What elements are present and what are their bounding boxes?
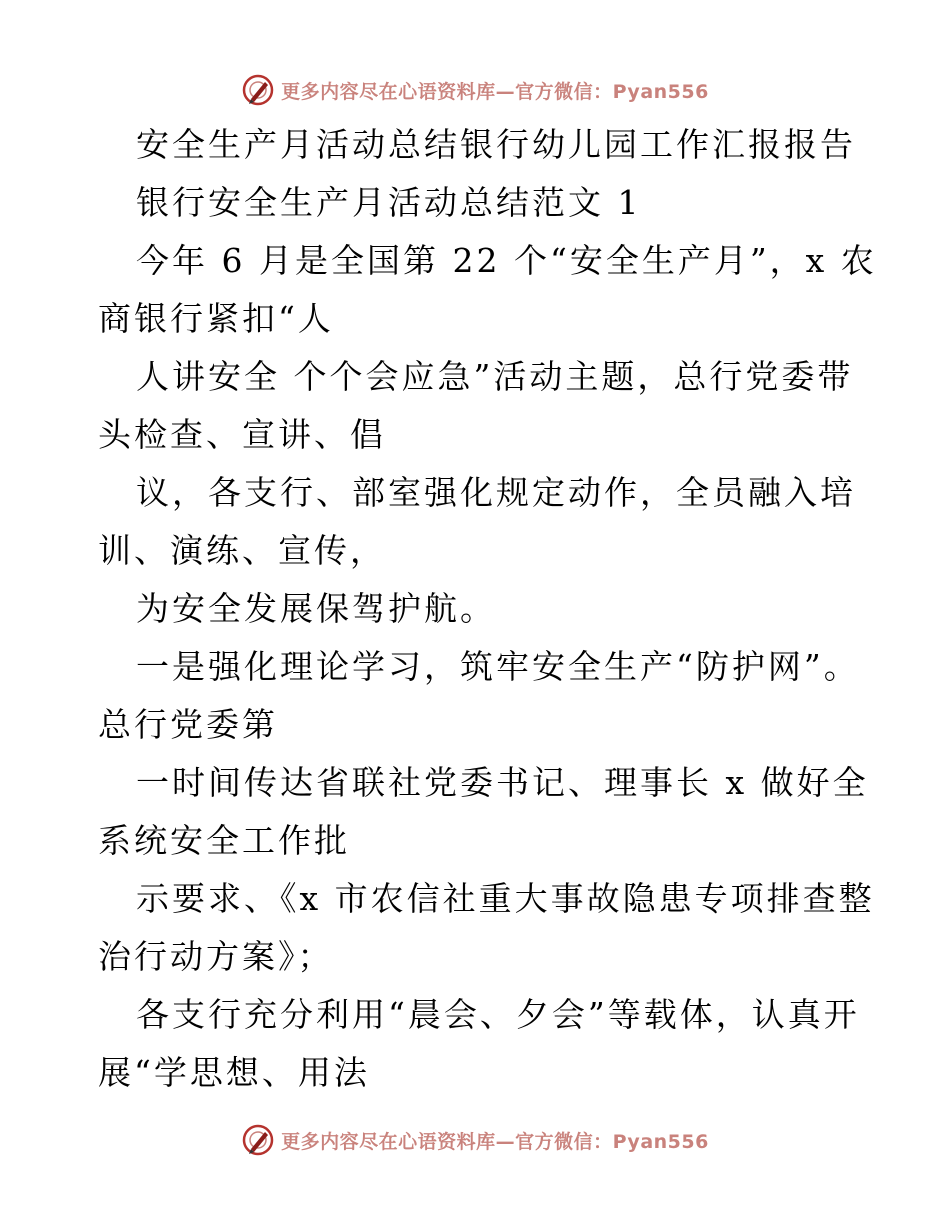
text-line: 安全生产月活动总结银行幼儿园工作汇报报告: [136, 125, 856, 164]
text-line: 商银行紧扣“人: [98, 299, 334, 338]
text-line: 头检查、宣讲、倡: [98, 415, 386, 454]
text-line: 一是强化理论学习，筑牢安全生产“防护网”。: [136, 647, 860, 686]
text-line: 为安全发展保驾护航。: [136, 589, 496, 628]
text-line: 训、演练、宣传，: [98, 531, 386, 570]
watermark-text: 更多内容尽在心语资料库—官方微信：Pyan556: [281, 1130, 709, 1153]
text-line: 治行动方案》；: [98, 937, 334, 976]
paragraph: [98, 754, 869, 870]
watermark-banner-top: [0, 70, 950, 110]
paragraph: [98, 348, 858, 464]
document-body: [98, 116, 877, 1102]
paragraph: [98, 464, 858, 580]
document-title-paragraph: [98, 116, 858, 174]
watermark-text: 更多内容尽在心语资料库—官方微信：Pyan556: [281, 80, 709, 103]
text-line: 各支行充分利用“晨会、夕会”等载体，认真开: [136, 995, 860, 1034]
paragraph: [98, 986, 858, 1102]
text-line: 议，各支行、部室强化规定动作，全员融入培: [136, 473, 856, 512]
text-line: 总行党委第: [98, 705, 278, 744]
pen-seal-icon: [241, 1123, 275, 1157]
text-line: 人讲安全 个个会应急”活动主题，总行党委带: [136, 357, 854, 396]
watermark-banner-bottom: [0, 1120, 950, 1160]
pen-seal-icon: [241, 73, 275, 107]
paragraph: [98, 870, 875, 986]
paragraph: [98, 580, 858, 638]
paragraph: [98, 232, 877, 348]
document-subtitle-paragraph: [98, 174, 858, 232]
text-line: 示要求、《x 市农信社重大事故隐患专项排查整: [136, 879, 875, 918]
paragraph: [98, 638, 858, 754]
text-line: 一时间传达省联社党委书记、理事长 x 做好全: [136, 763, 869, 802]
text-line: 今年 6 月是全国第 22 个“安全生产月”，x 农: [136, 241, 877, 280]
text-line: 银行安全生产月活动总结范文 1: [136, 183, 642, 222]
text-line: 系统安全工作批: [98, 821, 350, 860]
text-line: 展“学思想、用法: [98, 1053, 370, 1092]
